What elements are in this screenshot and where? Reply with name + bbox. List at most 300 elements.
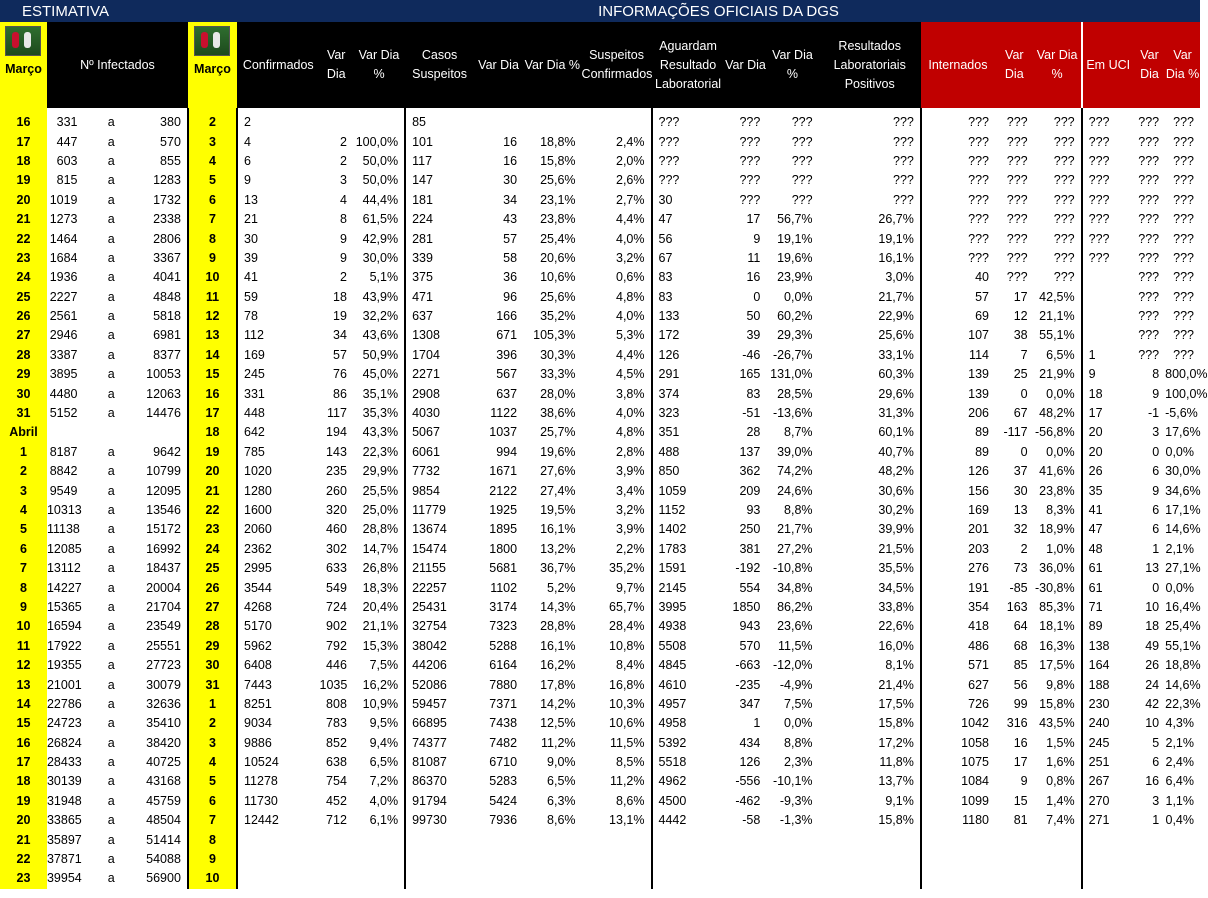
estimativa-day-cell: 1	[0, 443, 47, 462]
col-header-var-dia-pct: Var Dia %	[1034, 22, 1082, 108]
estimativa-day-cell: 26	[0, 307, 47, 326]
dgs-day-cell: 11	[188, 288, 237, 307]
estimativa-day-cell: 17	[0, 753, 47, 772]
confirmados-var-pct-cell: 35,3%	[353, 404, 405, 423]
estimativa-day-cell: 19	[0, 171, 47, 190]
confirmados-var-cell: 235	[326, 464, 347, 479]
internados-cell: 89	[975, 444, 989, 459]
uci-cell	[1082, 307, 1134, 326]
suspeitos-confirmados-cell	[582, 113, 652, 132]
infectados-high-cell: 8377	[153, 347, 181, 362]
suspeitos-confirmados-cell	[582, 850, 652, 869]
uci-var-cell: 49	[1145, 638, 1160, 653]
confirmados-cell: 78	[244, 309, 258, 324]
suspeitos-confirmados-cell: 11,5%	[582, 734, 652, 753]
suspeitos-var-cell: 34	[503, 192, 518, 207]
infectados-high-cell: 38420	[146, 735, 181, 750]
uci-var-pct-cell: ???	[1173, 250, 1194, 265]
range-separator-cell: a	[107, 716, 115, 731]
confirmados-var-pct-cell: 35,1%	[353, 384, 405, 403]
aguardam-var-cell: 1850	[732, 599, 761, 614]
suspeitos-var-pct-cell: 8,6%	[547, 813, 576, 828]
range-separator-cell: a	[107, 134, 115, 149]
suspeitos-cell: 25431	[412, 599, 447, 614]
suspeitos-var-cell: 7371	[489, 696, 518, 711]
confirmados-cell: 11730	[244, 793, 278, 808]
aguardam-var-cell: -663	[735, 658, 761, 673]
uci-var-cell: 6	[1152, 755, 1160, 770]
aguardam-cell: 30	[658, 192, 673, 207]
aguardam-var-cell: 1	[753, 716, 761, 731]
confirmados-cell: 59	[244, 289, 258, 304]
confirmados-var-cell: 2	[339, 153, 347, 168]
estimativa-day-cell: 21	[0, 210, 47, 229]
suspeitos-var-pct-cell: 36,7%	[540, 561, 576, 576]
uci-var-pct-cell: 0,4%	[1165, 813, 1194, 828]
internados-var-cell: 64	[1013, 619, 1028, 634]
suspeitos-var-cell: 1800	[489, 541, 518, 556]
estimativa-day-cell: 30	[0, 384, 47, 403]
internados-var-pct-cell: 1,4%	[1034, 792, 1082, 811]
uci-var-pct-cell	[1165, 830, 1200, 849]
confirmados-var-cell: 724	[326, 599, 347, 614]
table-row	[0, 792, 1200, 811]
internados-cell: 1084	[961, 774, 989, 789]
infectados-low-cell: 1464	[49, 231, 78, 246]
resultados-positivos-cell: 15,8%	[819, 811, 921, 830]
aguardam-var-cell: 570	[739, 638, 761, 653]
confirmados-var-pct-cell: 50,9%	[353, 346, 405, 365]
table-row	[0, 423, 1200, 442]
confirmados-var-pct-cell: 43,6%	[353, 326, 405, 345]
range-separator-cell: a	[107, 483, 115, 498]
estimativa-day-cell: 28	[0, 346, 47, 365]
table-row	[0, 384, 1200, 403]
aguardam-var-cell: 39	[746, 328, 761, 343]
confirmados-var-cell: 783	[326, 716, 347, 731]
uci-cell: 71	[1088, 599, 1103, 614]
uci-var-pct-cell: 17,6%	[1165, 425, 1201, 440]
aguardam-cell: 1591	[658, 561, 687, 576]
resultados-positivos-cell: 33,8%	[819, 598, 921, 617]
suspeitos-var-cell: 3174	[489, 599, 518, 614]
suspeitos-cell: 99730	[412, 813, 447, 828]
range-separator-cell: a	[107, 250, 115, 265]
dgs-day-cell: 15	[188, 365, 237, 384]
uci-cell: 270	[1088, 793, 1110, 808]
aguardam-var-pct-cell: 24,6%	[777, 483, 813, 498]
internados-cell	[921, 869, 995, 888]
confirmados-var-pct-cell: 25,5%	[353, 481, 405, 500]
range-separator-cell: a	[107, 309, 115, 324]
confirmados-var-cell: 4	[339, 192, 347, 207]
uci-var-cell: ???	[1138, 192, 1160, 207]
resultados-positivos-cell: ???	[819, 132, 921, 151]
suspeitos-cell: 1308	[412, 328, 440, 343]
table-row	[0, 443, 1200, 462]
aguardam-var-pct-cell: 56,7%	[777, 212, 813, 227]
uci-var-cell: 13	[1145, 561, 1160, 576]
estimativa-day-cell: 29	[0, 365, 47, 384]
range-separator-cell: a	[107, 464, 115, 479]
estimativa-day-cell: 15	[0, 714, 47, 733]
confirmados-cell: 448	[244, 406, 265, 421]
infectados-high-cell: 35410	[146, 716, 181, 731]
internados-cell: 1099	[961, 793, 989, 808]
aguardam-var-pct-cell: 7,5%	[784, 696, 813, 711]
uci-var-pct-cell: 4,3%	[1165, 716, 1194, 731]
internados-var-pct-cell: 23,8%	[1034, 481, 1082, 500]
suspeitos-var-pct-cell: 16,2%	[540, 658, 576, 673]
infectados-high-cell	[139, 423, 188, 442]
range-separator-cell: a	[107, 696, 115, 711]
infectados-high-cell: 9642	[153, 444, 181, 459]
estimativa-day-cell: 13	[0, 675, 47, 694]
infectados-low-cell: 2227	[49, 289, 78, 304]
confirmados-var-cell: 460	[326, 522, 347, 537]
dgs-day-cell: 12	[188, 307, 237, 326]
aguardam-var-pct-cell: 23,9%	[777, 270, 813, 285]
resultados-positivos-cell: 29,6%	[819, 384, 921, 403]
suspeitos-confirmados-cell: 4,4%	[582, 346, 652, 365]
aguardam-var-pct-cell: 60,2%	[777, 309, 813, 324]
internados-cell: 201	[968, 522, 989, 537]
internados-var-pct-cell: 6,5%	[1034, 346, 1082, 365]
confirmados-cell: 12442	[244, 813, 279, 828]
uci-cell	[1082, 850, 1134, 869]
uci-var-cell: 6	[1152, 503, 1160, 517]
infectados-low-cell: 33865	[46, 813, 82, 828]
infectados-low-cell: 26824	[46, 735, 82, 750]
internados-var-cell: ???	[1006, 250, 1028, 265]
estimativa-day-cell: 20	[0, 811, 47, 830]
internados-cell: 276	[968, 561, 989, 576]
estimativa-day-cell: 5	[0, 520, 47, 539]
suspeitos-cell: 6061	[412, 444, 440, 459]
dgs-day-cell: 5	[188, 772, 237, 791]
estimativa-day-cell: 27	[0, 326, 47, 345]
uci-var-pct-cell: 25,4%	[1165, 619, 1201, 634]
table-row	[0, 695, 1200, 714]
confirmados-var-pct-cell: 50,0%	[353, 171, 405, 190]
dgs-day-cell: 8	[188, 229, 237, 248]
range-separator-cell: a	[107, 852, 115, 867]
suspeitos-confirmados-cell: 16,8%	[582, 675, 652, 694]
confirmados-cell: 642	[244, 425, 265, 440]
internados-var-pct-cell: 1,5%	[1034, 734, 1082, 753]
range-separator-cell: a	[107, 774, 115, 789]
internados-var-cell: 316	[1006, 716, 1028, 731]
infectados-low-cell: 12085	[46, 541, 82, 556]
resultados-positivos-cell: ???	[819, 171, 921, 190]
internados-var-pct-cell: 21,1%	[1034, 307, 1082, 326]
uci-var-pct-cell: 34,6%	[1165, 483, 1201, 498]
estimativa-title: ESTIMATIVA	[0, 0, 237, 22]
suspeitos-var-pct-cell: 23,8%	[540, 212, 576, 227]
internados-var-pct-cell: 43,5%	[1034, 714, 1082, 733]
aguardam-var-cell: -192	[735, 561, 761, 576]
confirmados-var-pct-cell: 6,5%	[353, 753, 405, 772]
uci-var-pct-cell: 2,1%	[1165, 735, 1194, 750]
infectados-low-cell: 2561	[49, 309, 78, 324]
confirmados-var-cell: 86	[333, 386, 347, 401]
dgs-day-cell: 30	[188, 656, 237, 675]
aguardam-cell: 1059	[658, 483, 687, 498]
col-header-internados: Internados	[921, 22, 995, 108]
confirmados-var-cell: 302	[326, 541, 347, 556]
internados-cell: 203	[968, 541, 989, 556]
confirmados-var-cell: 808	[326, 696, 347, 711]
aguardam-var-cell: 9	[753, 231, 761, 246]
estimativa-day-cell: 25	[0, 288, 47, 307]
infectados-low-cell: 16594	[46, 619, 82, 634]
confirmados-cell: 1280	[244, 483, 272, 498]
range-separator-cell: a	[107, 599, 115, 614]
confirmados-var-pct-cell: 43,3%	[353, 423, 405, 442]
col-header-var-dia: Var Dia	[320, 22, 353, 108]
internados-var-cell: 73	[1013, 561, 1028, 576]
uci-var-pct-cell: ???	[1173, 231, 1194, 246]
suspeitos-confirmados-cell: 10,3%	[582, 695, 652, 714]
suspeitos-var-pct-cell	[523, 113, 581, 132]
internados-var-pct-cell: 1,6%	[1034, 753, 1082, 772]
uci-var-cell: 16	[1145, 774, 1160, 789]
table-row	[0, 559, 1200, 578]
uci-var-cell: 42	[1145, 696, 1160, 711]
uci-cell: 61	[1088, 561, 1103, 576]
table-row	[0, 656, 1200, 675]
suspeitos-var-pct-cell: 20,6%	[540, 250, 576, 265]
estimativa-day-cell: 9	[0, 598, 47, 617]
dgs-day-cell: 6	[188, 191, 237, 210]
dgs-day-cell: 26	[188, 578, 237, 597]
internados-var-cell: 99	[1013, 696, 1028, 711]
uci-cell: ???	[1088, 192, 1110, 207]
range-separator-cell: a	[107, 522, 115, 537]
dgs-day-cell: 8	[188, 830, 237, 849]
table-row	[0, 811, 1200, 830]
infectados-low-cell: 31948	[46, 793, 82, 808]
resultados-positivos-cell: 9,1%	[819, 792, 921, 811]
confirmados-cell: 9	[244, 173, 251, 188]
infectados-high-cell: 16992	[146, 541, 181, 556]
suspeitos-var-cell	[474, 850, 523, 869]
range-separator-cell: a	[107, 871, 115, 886]
estimativa-day-cell: 2	[0, 462, 47, 481]
resultados-positivos-cell: 3,0%	[819, 268, 921, 287]
infectados-high-cell: 1732	[153, 192, 181, 207]
resultados-positivos-cell: 21,5%	[819, 540, 921, 559]
dgs-day-cell: 9	[188, 249, 237, 268]
resultados-positivos-cell	[819, 830, 921, 849]
suspeitos-var-cell: 567	[496, 367, 518, 382]
confirmados-var-pct-cell: 42,9%	[353, 229, 405, 248]
aguardam-cell	[652, 869, 725, 888]
estimativa-day-cell: Abril	[0, 423, 47, 442]
uci-var-pct-cell: ???	[1173, 173, 1194, 188]
table-row	[0, 869, 1200, 888]
infectados-low-cell: 4480	[49, 386, 78, 401]
aguardam-var-cell: 165	[739, 367, 761, 382]
resultados-positivos-cell: 30,6%	[819, 481, 921, 500]
suspeitos-var-pct-cell: 12,5%	[540, 716, 576, 731]
table-row	[0, 598, 1200, 617]
uci-var-pct-cell: 800,0%	[1165, 367, 1208, 382]
infectados-low-cell: 603	[56, 153, 78, 168]
infectados-low-cell: 8187	[49, 444, 78, 459]
aguardam-var-cell	[725, 869, 767, 888]
infectados-high-cell: 54088	[146, 852, 181, 867]
suspeitos-cell: 44206	[412, 658, 447, 673]
aguardam-var-pct-cell: -10,8%	[772, 561, 813, 576]
internados-var-pct-cell: ???	[1034, 249, 1082, 268]
suspeitos-var-pct-cell: 17,8%	[540, 677, 576, 692]
infectados-high-cell: 5818	[153, 309, 181, 324]
suspeitos-confirmados-cell: 3,2%	[582, 501, 652, 520]
confirmados-var-pct-cell: 7,5%	[353, 656, 405, 675]
aguardam-var-cell: ???	[739, 153, 761, 168]
dgs-day-cell: 5	[188, 171, 237, 190]
aguardam-var-pct-cell: ???	[791, 192, 813, 207]
aguardam-cell: 488	[658, 444, 680, 459]
suspeitos-cell: 375	[412, 270, 433, 285]
confirmados-var-cell: 1035	[319, 677, 348, 692]
estimativa-day-cell: 8	[0, 578, 47, 597]
confirmados-cell: 785	[244, 444, 265, 459]
dgs-day-cell: 3	[188, 734, 237, 753]
confirmados-var-cell	[320, 830, 353, 849]
internados-var-cell: 15	[1013, 793, 1028, 808]
table-row	[0, 462, 1200, 481]
uci-var-pct-cell: ???	[1173, 153, 1194, 168]
aguardam-cell: 850	[658, 464, 680, 479]
uci-cell: 20	[1088, 444, 1103, 459]
suspeitos-cell: 147	[412, 173, 433, 188]
estimativa-day-cell: 22	[0, 850, 47, 869]
uci-var-pct-cell: 17,1%	[1165, 503, 1201, 517]
aguardam-var-cell: -462	[735, 793, 761, 808]
resultados-positivos-cell: 15,8%	[819, 714, 921, 733]
infectados-low-cell: 19355	[46, 658, 82, 673]
suspeitos-confirmados-cell: 4,0%	[582, 229, 652, 248]
uci-var-cell: ???	[1138, 153, 1160, 168]
confirmados-var-pct-cell: 61,5%	[353, 210, 405, 229]
infectados-low-cell: 22786	[46, 696, 82, 711]
range-separator-cell: a	[107, 638, 115, 653]
uci-cell: 267	[1088, 774, 1110, 789]
confirmados-cell: 9886	[244, 735, 272, 750]
dgs-day-cell: 14	[188, 346, 237, 365]
uci-var-cell: ???	[1138, 289, 1160, 304]
confirmados-var-pct-cell: 43,9%	[353, 288, 405, 307]
suspeitos-confirmados-cell: 2,6%	[582, 171, 652, 190]
infectados-low-cell: 447	[56, 134, 78, 149]
aguardam-var-cell: 93	[746, 503, 761, 517]
aguardam-var-cell: 943	[739, 619, 761, 634]
suspeitos-var-cell: 1037	[489, 425, 518, 440]
col-header-suspeitos-confirmados: Suspeitos Confirmados	[582, 22, 652, 108]
internados-cell: 354	[968, 599, 989, 614]
infectados-high-cell: 56900	[146, 871, 181, 886]
col-header-marco-estimativa	[0, 22, 47, 108]
internados-cell: ???	[968, 192, 989, 207]
uci-var-cell: ???	[1138, 270, 1160, 285]
uci-cell	[1082, 326, 1134, 345]
aguardam-var-pct-cell: -4,9%	[779, 677, 813, 692]
suspeitos-cell: 22257	[412, 580, 447, 595]
confirmados-cell: 2	[244, 115, 251, 130]
confirmados-cell: 2060	[244, 522, 272, 537]
uci-cell: 35	[1088, 483, 1103, 498]
resultados-positivos-cell	[819, 850, 921, 869]
range-separator-cell: a	[107, 406, 115, 421]
uci-cell: 61	[1088, 580, 1103, 595]
suspeitos-cell: 339	[412, 250, 433, 265]
uci-cell: 47	[1088, 522, 1103, 537]
suspeitos-var-pct-cell: 28,0%	[540, 386, 576, 401]
uci-cell: 251	[1088, 755, 1110, 770]
resultados-positivos-cell: 30,2%	[819, 501, 921, 520]
resultados-positivos-cell: 48,2%	[819, 462, 921, 481]
table-row	[0, 152, 1200, 171]
suspeitos-var-pct-cell: 13,2%	[540, 541, 576, 556]
aguardam-var-cell: 28	[746, 425, 761, 440]
uci-cell: 20	[1088, 425, 1103, 440]
suspeitos-var-pct-cell	[523, 869, 581, 888]
internados-var-cell: 37	[1013, 464, 1028, 479]
confirmados-cell: 41	[244, 270, 258, 285]
suspeitos-confirmados-cell: 10,6%	[582, 714, 652, 733]
estimativa-day-cell: 16	[0, 113, 47, 132]
confirmados-var-pct-cell: 4,0%	[353, 792, 405, 811]
suspeitos-var-cell: 2122	[489, 483, 518, 498]
confirmados-var-cell: 34	[333, 328, 347, 343]
uci-var-pct-cell	[1165, 869, 1200, 888]
aguardam-var-pct-cell: ???	[791, 153, 813, 168]
suspeitos-var-pct-cell: 33,3%	[540, 367, 576, 382]
suspeitos-confirmados-cell: 28,4%	[582, 617, 652, 636]
confirmados-cell: 4	[244, 134, 251, 149]
table-row	[0, 191, 1200, 210]
suspeitos-var-pct-cell: 6,3%	[547, 793, 576, 808]
aguardam-cell: 2145	[658, 580, 687, 595]
aguardam-var-cell: 11	[747, 250, 761, 265]
aguardam-var-cell: 554	[739, 580, 761, 595]
uci-cell: 138	[1088, 638, 1110, 653]
uci-cell	[1082, 830, 1134, 849]
range-separator-cell: a	[107, 813, 115, 828]
confirmados-cell: 7443	[244, 677, 272, 692]
suspeitos-var-cell: 5681	[489, 561, 518, 576]
table-row	[0, 365, 1200, 384]
confirmados-var-cell: 8	[339, 212, 347, 227]
suspeitos-var-pct-cell: 19,6%	[540, 444, 576, 459]
uci-var-pct-cell: ???	[1173, 270, 1194, 285]
range-separator-cell: a	[107, 658, 115, 673]
internados-cell: 107	[968, 328, 989, 343]
infectados-high-cell: 6981	[153, 328, 181, 343]
aguardam-var-cell: 347	[739, 696, 761, 711]
internados-var-pct-cell: ???	[1034, 132, 1082, 151]
aguardam-var-pct-cell: 8,8%	[784, 503, 813, 517]
range-separator-cell: a	[107, 192, 115, 207]
suspeitos-var-cell	[474, 830, 523, 849]
internados-var-pct-cell: ???	[1034, 191, 1082, 210]
confirmados-var-pct-cell: 44,4%	[353, 191, 405, 210]
uci-var-cell: ???	[1138, 212, 1160, 227]
resultados-positivos-cell: ???	[819, 191, 921, 210]
estimativa-day-cell: 7	[0, 559, 47, 578]
